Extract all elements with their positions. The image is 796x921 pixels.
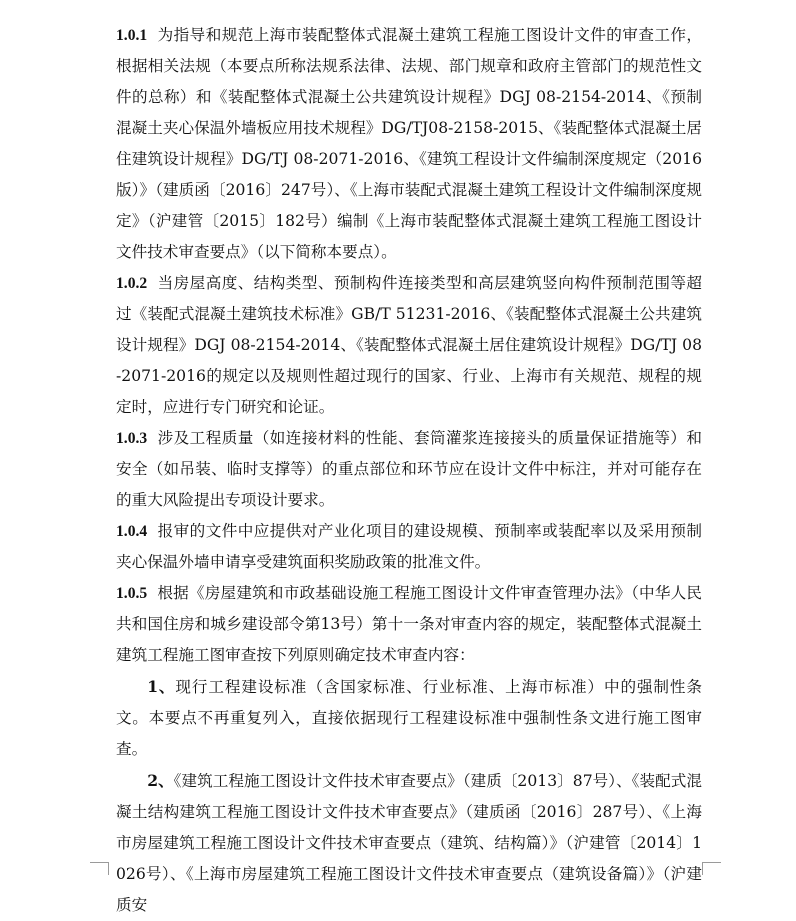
clause-1-0-5	[116, 578, 702, 671]
list-marker: 1、	[147, 677, 176, 696]
clause-text: 根据《房屋建筑和市政基础设施工程施工图设计文件审查管理办法》（中华人民共和国住房和城乡建设部令第13号）第十一条对审查内容的规定，装配整体式混凝土建筑工程施工图审查按下列原则确定技术审查内容：	[116, 584, 702, 664]
list-item-text: 现行工程建设标准（含国家标准、行业标准、上海市标准）中的强制性条文。本要点不再重复列入，直接依据现行工程建设标准中强制性条文进行施工图审查。	[116, 678, 702, 758]
clause-1-0-3	[116, 423, 702, 516]
list-item-1	[116, 671, 702, 765]
document-page	[116, 20, 702, 921]
list-marker: 2、	[147, 771, 174, 790]
clause-number: 1.0.3	[116, 430, 148, 447]
clause-text: 涉及工程质量（如连接材料的性能、套筒灌浆连接接头的质量保证措施等）和安全（如吊装、临时支撑等）的重点部位和环节应在设计文件中标注，并对可能存在的重大风险提出专项设计要求。	[116, 429, 702, 509]
list-item-2	[116, 765, 702, 921]
clause-text: 报审的文件中应提供对产业化项目的建设规模、预制率或装配率以及采用预制夹心保温外墙申请享受建筑面积奖励政策的批准文件。	[116, 522, 702, 571]
clause-number: 1.0.2	[116, 275, 148, 292]
clause-text: 为指导和规范上海市装配整体式混凝土建筑工程施工图设计文件的审查工作，根据相关法规（本要点所称法规系法律、法规、部门规章和政府主管部门的规范性文件的总称）和《装配整体式混凝土公共建筑设计规程》DGJ 08-2154-2014、《预制混凝土夹心保温外墙板应用技术规程》DG/TJ08-2158-2015、《装配整体式混凝土居住建筑设计规程》DG/TJ 08-2071-2016、《建筑工程设计文件编制深度规定（2016版）》（建质函〔2016〕247号）、《上海市装配式混凝土建筑工程设计文件编制深度规定》（沪建管〔2015〕182号）编制《上海市装配整体式混凝土建筑工程施工图设计文件技术审查要点》（以下简称本要点）。	[116, 26, 702, 261]
clause-number: 1.0.4	[116, 523, 148, 540]
clause-text: 当房屋高度、结构类型、预制构件连接类型和高层建筑竖向构件预制范围等超过《装配式混凝土建筑技术标准》GB/T 51231-2016、《装配整体式混凝土公共建筑设计规程》DGJ 08-2154-2014、《装配整体式混凝土居住建筑设计规程》DG/TJ 08-2071-2016的规定以及规则性超过现行的国家、行业、上海市有关规范、规程的规定时，应进行专门研究和论证。	[116, 274, 702, 416]
clause-number: 1.0.5	[116, 585, 148, 602]
clause-number: 1.0.1	[116, 27, 148, 44]
list-item-text: 《建筑工程施工图设计文件技术审查要点》（建质〔2013〕87号）、《装配式混凝土结构建筑工程施工图设计文件技术审查要点》（建质函〔2016〕287号）、《上海市房屋建筑工程施工图设计文件技术审查要点（建筑、结构篇）》（沪建管〔2014〕1026号）、《上海市房屋建筑工程施工图设计文件技术审查要点（建筑设备篇）》（沪建质安	[116, 772, 703, 914]
crop-mark-bottom-left	[90, 862, 109, 875]
crop-mark-bottom-right	[702, 862, 721, 875]
clause-1-0-4	[116, 516, 702, 578]
clause-1-0-2	[116, 268, 702, 423]
clause-1-0-1	[116, 20, 702, 268]
